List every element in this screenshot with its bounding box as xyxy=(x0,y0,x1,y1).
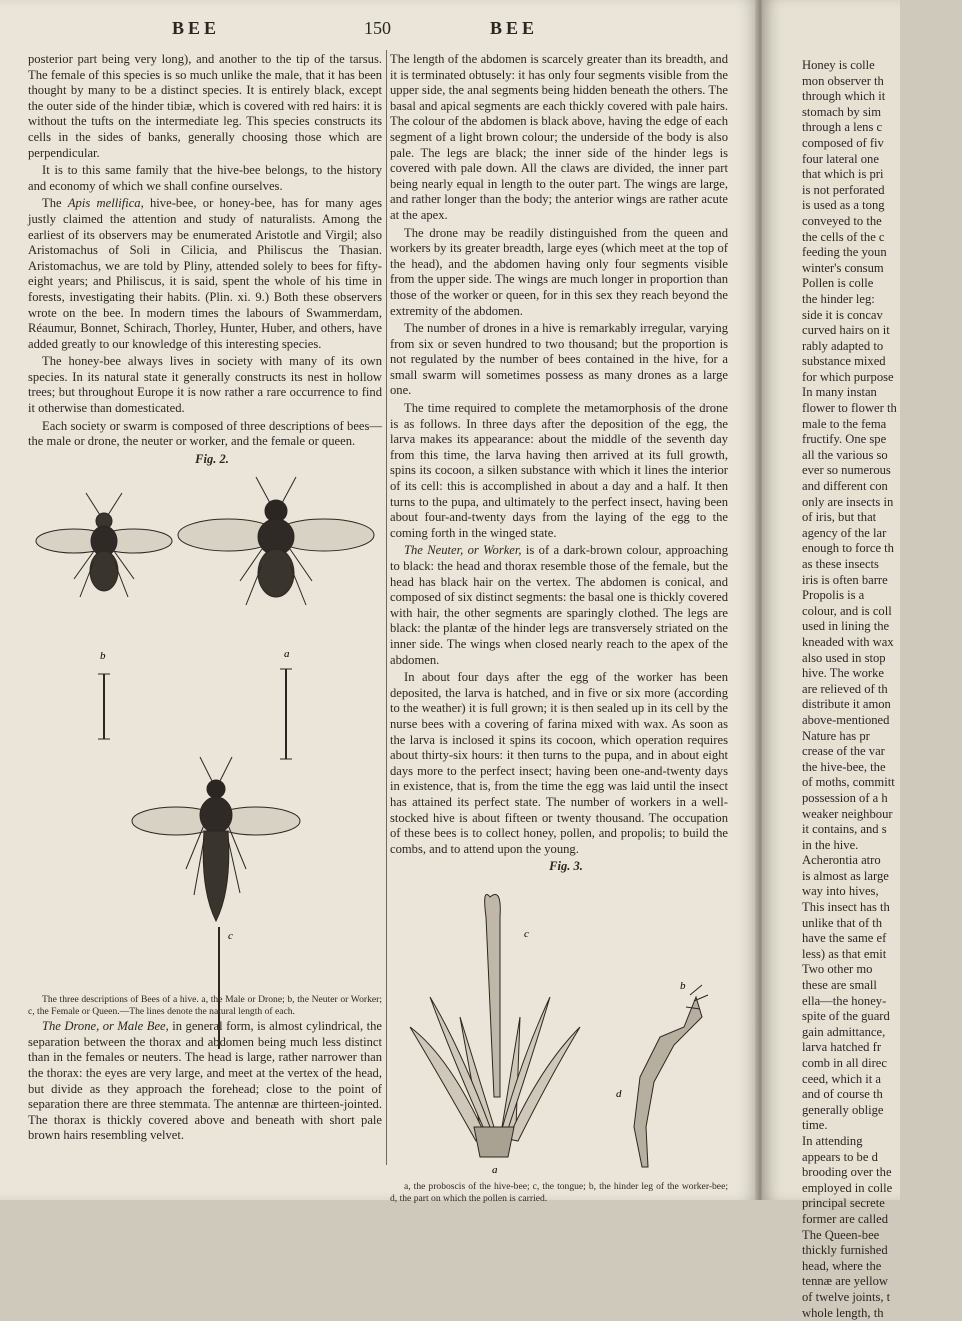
figure-letter-a: a xyxy=(284,648,290,660)
right-page-line: is almost as large xyxy=(802,869,962,885)
section-term: The Neuter, or Worker, xyxy=(404,543,522,557)
right-page-line: gain admittance, xyxy=(802,1025,962,1041)
figure-letter-b: b xyxy=(680,980,686,992)
right-page-line: way into hives, xyxy=(802,884,962,900)
right-page-line: larva hatched fr xyxy=(802,1040,962,1056)
figure-letter-c: c xyxy=(524,928,529,940)
right-page-line: former are called xyxy=(802,1212,962,1228)
right-page-line: ella—the honey- xyxy=(802,994,962,1010)
right-page-line: weaker neighbour xyxy=(802,807,962,823)
right-page-line: agency of the lar xyxy=(802,526,962,542)
right-page-line: side it is concav xyxy=(802,308,962,324)
right-page-line: the hinder leg: xyxy=(802,292,962,308)
column-rule xyxy=(386,50,387,1165)
right-page-line: and different con xyxy=(802,479,962,495)
right-page-line: it contains, and s xyxy=(802,822,962,838)
right-page-line: comb in all direc xyxy=(802,1056,962,1072)
right-page-text xyxy=(802,58,962,1321)
right-page-line: the cells of the c xyxy=(802,230,962,246)
right-page-line: crease of the var xyxy=(802,744,962,760)
right-page-line: In many instan xyxy=(802,385,962,401)
paragraph: The length of the abdomen is scarcely greater than its breadth, and it is terminated obtusely: it has only four segments visible from the upper side, the anal segments being hidden beneath the others. The basal and apical segments are each thickly covered with pale hairs. The colour of the abdomen is black above, having the edge of each segment of a light brown colour; the underside of the body is also pale. The legs are black; the inner side of the hinder legs is covered with pale down. All the claws are divided, the inner part being nearly equal in length to the outer part. The wings are large, and rather longer than the body; the anterior wings are rather acute at the apex. xyxy=(390,52,728,224)
right-page-line: ceed, which it a xyxy=(802,1072,962,1088)
right-page-line: feeding the youn xyxy=(802,245,962,261)
header-left-word: BEE xyxy=(172,18,220,39)
right-page-line: flower to flower th xyxy=(802,401,962,417)
figure-3-proboscis xyxy=(390,877,728,1182)
right-page-line: only are insects in xyxy=(802,495,962,511)
right-page-line: that which is pri xyxy=(802,167,962,183)
right-page-line: time. xyxy=(802,1118,962,1134)
right-page-line: enough to force th xyxy=(802,541,962,557)
right-page-line: in the hive. xyxy=(802,838,962,854)
right-page-line: used in lining the xyxy=(802,619,962,635)
right-page-line: is used as a tong xyxy=(802,198,962,214)
right-page-line: possession of a h xyxy=(802,791,962,807)
right-page-line: generally oblige xyxy=(802,1103,962,1119)
right-page-line: thickly furnished xyxy=(802,1243,962,1259)
header-right-word: BEE xyxy=(490,18,538,39)
paragraph: posterior part being very long), and another to the tip of the tarsus. The female of this species is so much unlike the male, that it has been thought by many to be a distinct species. It is entirely black, except the outer side of the hinder tibiæ, which is covered with red hairs: it is without the tufts on the intermediate leg. This species constructs its cells in the sides of banks, generally choosing those which are perpendicular. xyxy=(28,52,382,161)
right-page-line: Pollen is colle xyxy=(802,276,962,292)
right-page-line: This insect has th xyxy=(802,900,962,916)
paragraph xyxy=(390,543,728,668)
right-page-line: all the various so xyxy=(802,448,962,464)
text-run: is of a dark-brown colour, approaching to black: the head and thorax resemble those of the female, but the head has black hair on the vertex. The abdomen is conical, and composed of six distinct segments: the basal one is thickly covered with hair, the other segments are sparingly clothed. The legs are black: the plantæ of the hinder legs are transversely striated on the inner side. The wings when closed nearly reach to the apex of the abdomen. xyxy=(390,543,728,666)
queen-bee-drawing xyxy=(132,757,300,921)
species-term: Apis mellifica xyxy=(68,196,141,210)
right-page-line: ever so numerous xyxy=(802,463,962,479)
right-page-line: Acherontia atro xyxy=(802,853,962,869)
figure-2-caption: The three descriptions of Bees of a hive. a, the Male or Drone; b, the Neuter or Worker; c, the Female or Queen.—The lines denote the natural length of each. xyxy=(28,994,382,1017)
right-page-line: distribute it amon xyxy=(802,697,962,713)
paragraph: Each society or swarm is composed of three descriptions of bees—the male or drone, the neuter or worker, and the female or queen. xyxy=(28,419,382,450)
right-page-partial xyxy=(762,0,900,1200)
right-page-line: the hive-bee, the xyxy=(802,760,962,776)
right-page-line: Two other mo xyxy=(802,962,962,978)
right-page-line: composed of fiv xyxy=(802,136,962,152)
right-page-line: of iris, but that xyxy=(802,510,962,526)
right-page-line: colour, and is coll xyxy=(802,604,962,620)
figure-2-bees xyxy=(28,469,382,994)
text-run: The xyxy=(42,196,68,210)
paragraph: The number of drones in a hive is remarkably irregular, varying from six or seven hundred to two thousand; but the proportion is not regulated by the number of bees contained in the hive, for a small swarm will sometimes possess as many drones as a large one. xyxy=(390,321,728,399)
right-page-line: above-mentioned xyxy=(802,713,962,729)
right-page-line: of moths, committ xyxy=(802,775,962,791)
right-page-line: whole length, th xyxy=(802,1306,962,1321)
worker-bee-drawing xyxy=(36,493,172,597)
right-page-line: have the same ef xyxy=(802,931,962,947)
right-page-line: brooding over the xyxy=(802,1165,962,1181)
paragraph xyxy=(28,1019,382,1144)
right-page-line: four lateral one xyxy=(802,152,962,168)
section-term: The Drone, or Male Bee, xyxy=(42,1019,169,1033)
right-page-line: male to the fema xyxy=(802,417,962,433)
figure-3-label: Fig. 3. xyxy=(390,859,728,875)
right-page-line: winter's consum xyxy=(802,261,962,277)
right-page-line: stomach by sim xyxy=(802,105,962,121)
running-head xyxy=(0,18,760,48)
right-page-line: as these insects xyxy=(802,557,962,573)
right-page-line: Nature has pr xyxy=(802,729,962,745)
right-page-line: curved hairs on it xyxy=(802,323,962,339)
right-page-line: substance mixed xyxy=(802,354,962,370)
figure-letter-b: b xyxy=(100,650,106,662)
right-page-line: conveyed to the xyxy=(802,214,962,230)
figure-letter-d: d xyxy=(616,1088,622,1100)
figure-letter-a: a xyxy=(492,1164,498,1176)
figure-2-label: Fig. 2. xyxy=(28,452,382,468)
figure-letter-c: c xyxy=(228,930,233,942)
paragraph: The time required to complete the metamorphosis of the drone is as follows. In three days after the deposition of the egg, the larva makes its appearance: about the middle of the seventh day from this time, the larva having then arrived at its full growth, spins its cocoon, a silken substance with which it lines the interior of its cell: this is accomplished in about a day and a half. It then turns to the pupa, and ultimately to the perfect insect, having been about four-and-twenty days from the laying of the egg to the coming forth in the winged state. xyxy=(390,401,728,541)
proboscis-illustration xyxy=(390,877,728,1177)
paragraph xyxy=(28,196,382,352)
left-column xyxy=(28,52,382,1146)
right-page-line: of twelve joints, t xyxy=(802,1290,962,1306)
right-page-line: appears to be d xyxy=(802,1150,962,1166)
right-page-line: are relieved of th xyxy=(802,682,962,698)
page-number: 150 xyxy=(364,18,391,39)
text-run: in general form, is almost cylindrical, the separation between the thorax and abdomen being much less distinct than in the females or neuters. The head is large, rather narrower than the thorax: the eyes are very large, and meet at the vertex of the head, but divide as they approach the forehead; close to the point of separation there are three stemmata. The antennæ are thirteen-jointed. The thorax is thickly covered above and beneath with short pale brown hairs resembling velvet. xyxy=(28,1019,382,1142)
right-page-line: spite of the guard xyxy=(802,1009,962,1025)
right-page-line: less) as that emit xyxy=(802,947,962,963)
right-page-line: these are small xyxy=(802,978,962,994)
right-page-line: Honey is colle xyxy=(802,58,962,74)
right-page-line: mon observer th xyxy=(802,74,962,90)
right-page-line: through which it xyxy=(802,89,962,105)
right-page-line: and of course th xyxy=(802,1087,962,1103)
paragraph: The drone may be readily distinguished from the queen and workers by its greater breadth, large eyes (which meet at the top of the head), and the abdomen having only four segments visible from the upper side. The wings are much longer in proportion than those of the worker or queen, for in this sex they reach beyond the extremity of the abdomen. xyxy=(390,226,728,320)
bee-illustration xyxy=(28,469,382,989)
right-page-line: employed in colle xyxy=(802,1181,962,1197)
right-page-line: iris is often barre xyxy=(802,573,962,589)
right-page-line: head, where the xyxy=(802,1259,962,1275)
figure-3-caption: a, the proboscis of the hive-bee; c, the tongue; b, the hinder leg of the worker-bee; d, the part on which the pollen is carried. xyxy=(390,1181,728,1204)
middle-column xyxy=(390,52,728,1207)
paragraph: It is to this same family that the hive-bee belongs, to the history and economy of which we shall confine ourselves. xyxy=(28,163,382,194)
right-page-line: kneaded with wax xyxy=(802,635,962,651)
right-page-line: hive. The worke xyxy=(802,666,962,682)
right-page-line: rably adapted to xyxy=(802,339,962,355)
right-page-line: The Queen-bee xyxy=(802,1228,962,1244)
right-page-line: also used in stop xyxy=(802,651,962,667)
drone-bee-drawing xyxy=(178,477,374,605)
right-page-line: principal secrete xyxy=(802,1196,962,1212)
right-page-line: fructify. One spe xyxy=(802,432,962,448)
right-page-line: unlike that of th xyxy=(802,916,962,932)
paragraph: In about four days after the egg of the worker has been deposited, the larva is hatched, and in five or six more (according to the weather) it is full grown; it is then sealed up in its cell by the nurse bees with a covering of farina mixed with wax. As soon as the larva is inclosed it spins its cocoon, which operation requires about thirty-six hours: it then turns to the pupa, and in about eight days more to the perfect insect; having been one-and-twenty days in existence, that is, from the time the egg was laid until the insect has attained its perfect state. The number of workers in a well-stocked hive is about fifteen or twenty thousand. The occupation of these bees is to collect honey, pollen, and propolis; to build the combs, and to attend upon the young. xyxy=(390,670,728,857)
right-page-line: through a lens c xyxy=(802,120,962,136)
right-page-line: Propolis is a xyxy=(802,588,962,604)
right-page-line: is not perforated xyxy=(802,183,962,199)
right-page-line: for which purpose xyxy=(802,370,962,386)
right-page-line: In attending xyxy=(802,1134,962,1150)
paragraph: The honey-bee always lives in society with many of its own species. In its natural state it generally constructs its nest in hollow trees; but throughout Europe it is now rather a rare occurrence to find it otherwise than domesticated. xyxy=(28,354,382,416)
text-run: , hive-bee, or honey-bee, has for many ages justly claimed the attention and study of naturalists. Among the earliest of its observers may be enumerated Aristotle and Virgil; also Aristomachus of Soli in Cilicia, and Philiscus the Thasian. Aristomachus, we are told by Pliny, attended solely to bees for fifty-eight years; and Philiscus, it is said, spent the whole of his time in forests, investigating their habits. (Plin. xi. 9.) Both these observers wrote on the bee. In modern times the labours of Swammerdam, Réaumur, Bonnet, Schirach, Thorley, Hunter, Huber, and others, have added greatly to our knowledge of this interesting species. xyxy=(28,196,382,350)
right-page-line: tennæ are yellow xyxy=(802,1274,962,1290)
